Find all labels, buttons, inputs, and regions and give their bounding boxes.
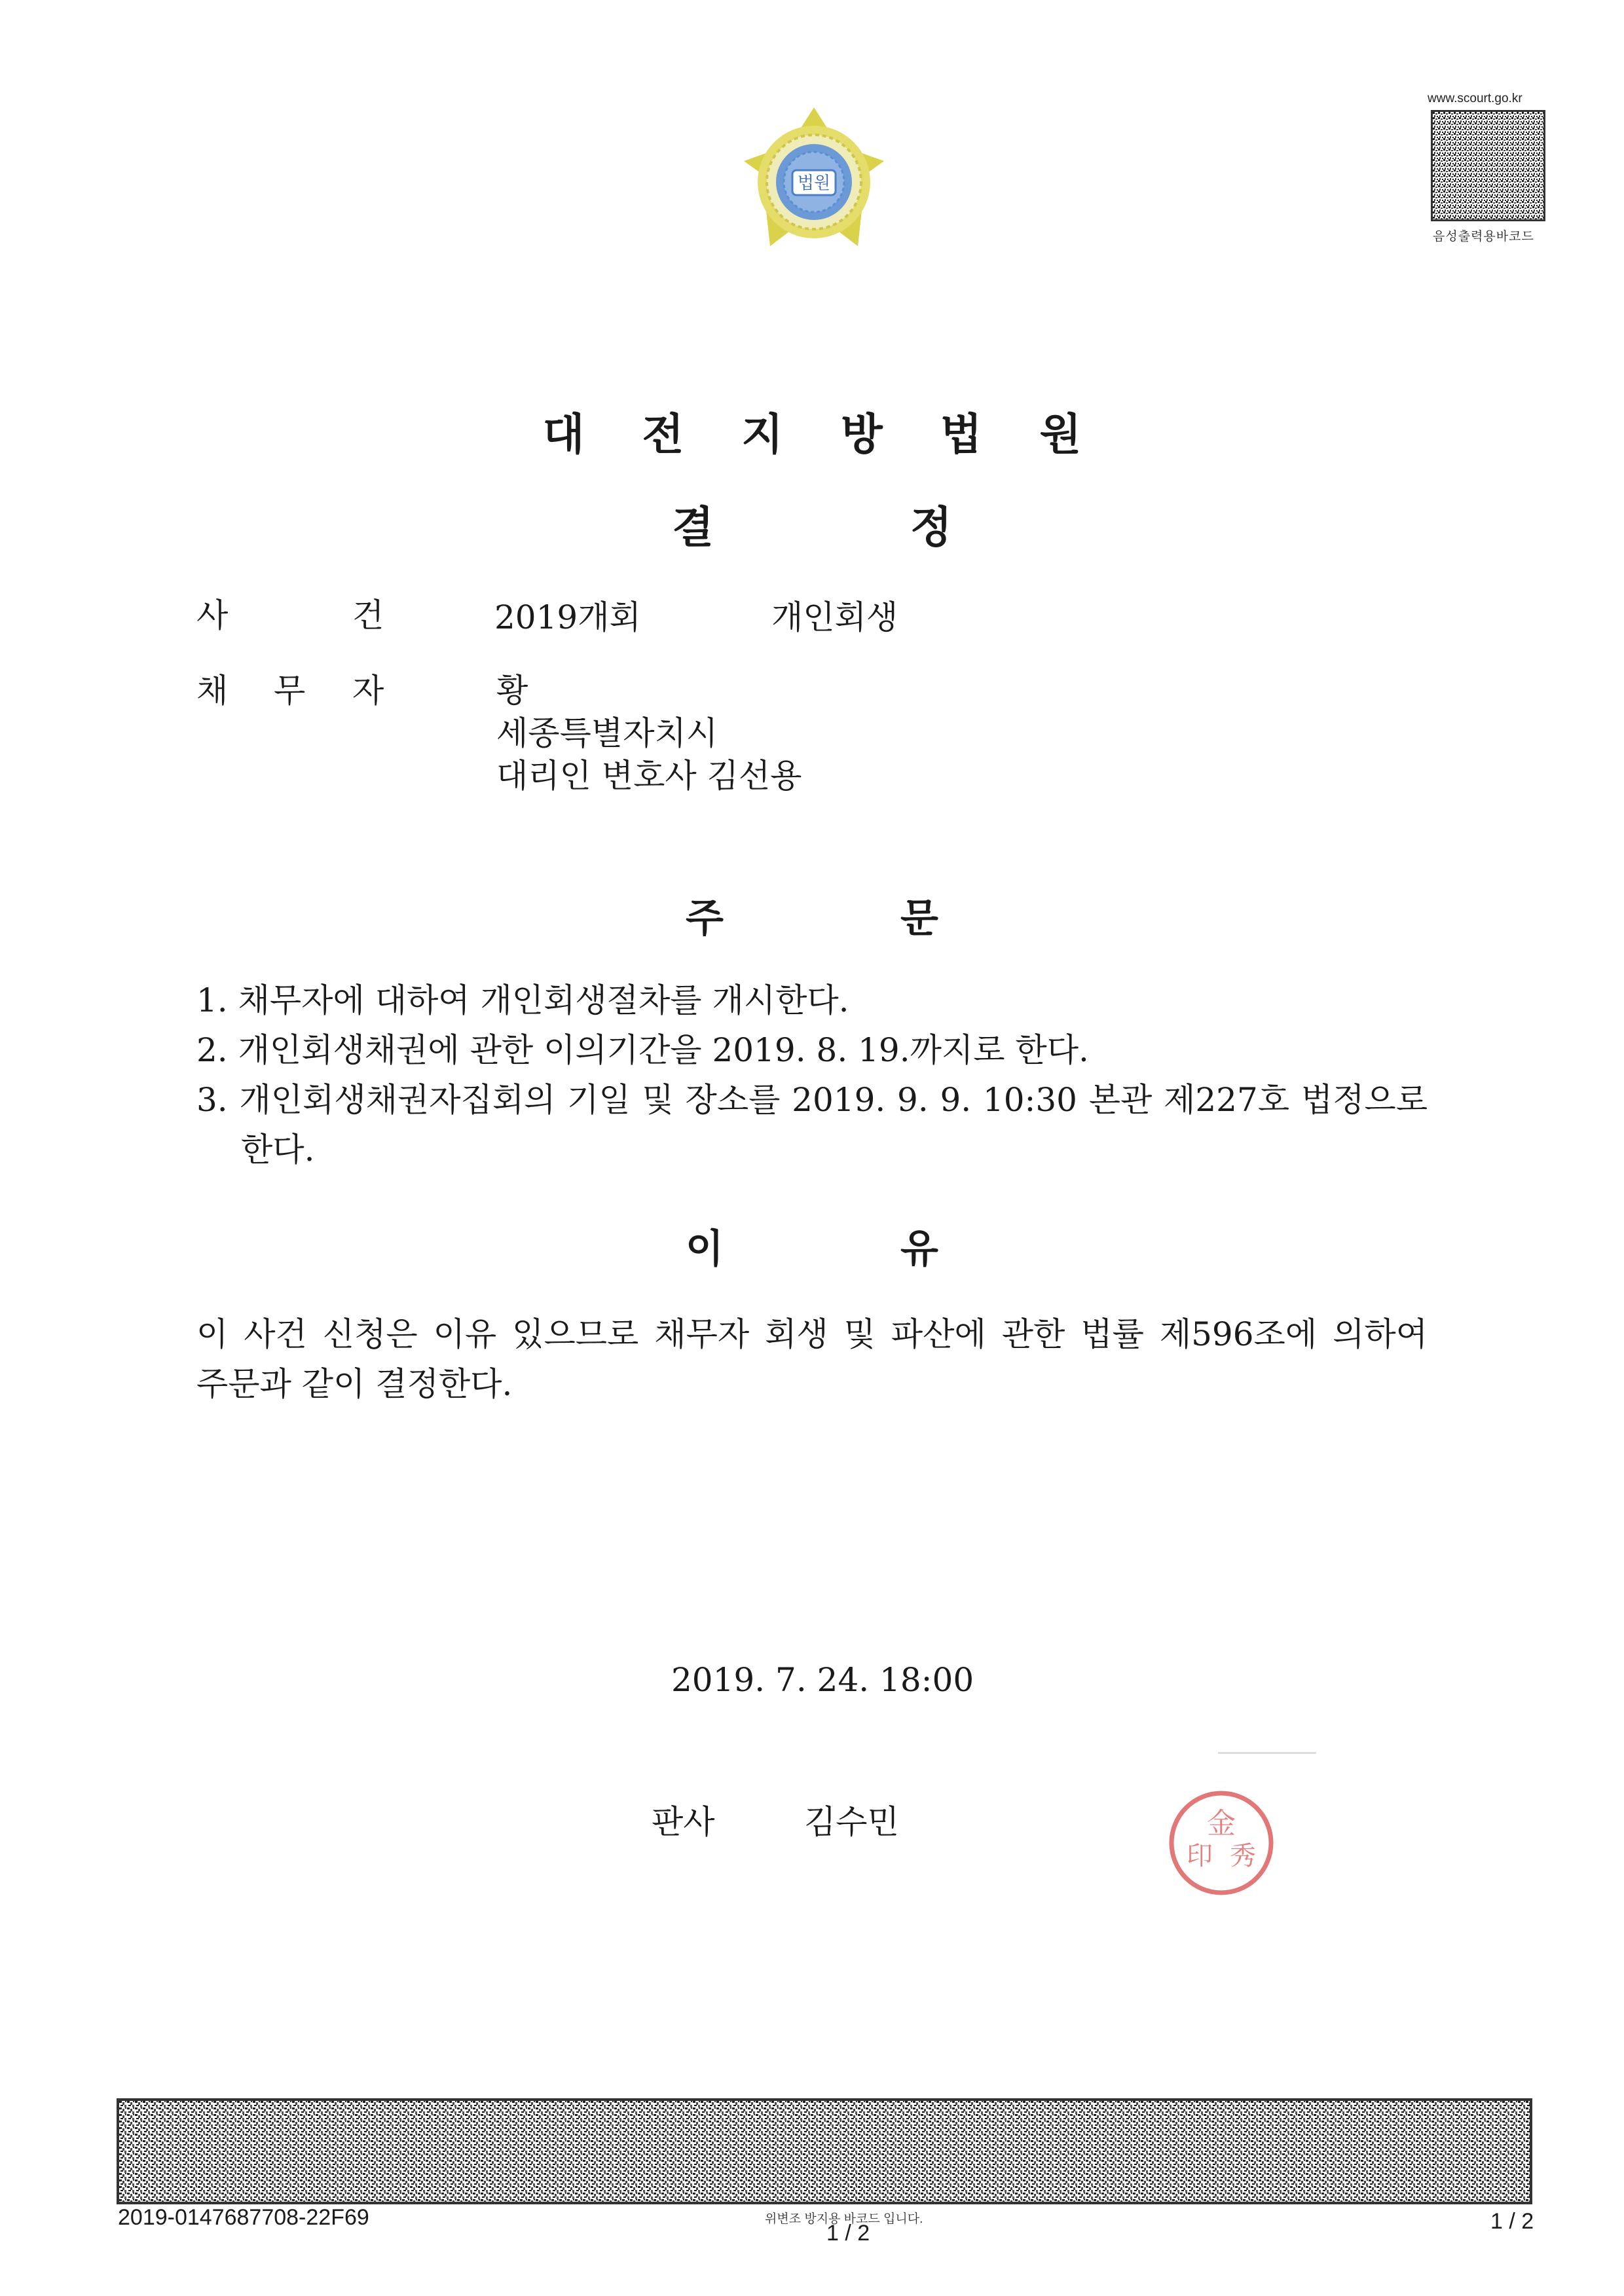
debtor-label-3: 자	[352, 672, 384, 710]
debtor-label-1: 채	[196, 672, 229, 710]
order-item-3-cont: 한다.	[241, 1131, 315, 1169]
document-id: 2019-0147687708-22F69	[118, 2205, 369, 2230]
judge-seal-icon	[1159, 1781, 1283, 1905]
order-heading-char: 주	[686, 896, 724, 941]
court-name-char: 방	[841, 409, 883, 460]
debtor-name: 황	[496, 672, 528, 710]
order-item-2: 2. 개인회생채권에 관한 이의기간을 2019. 8. 19.까지로 한다.	[196, 1031, 1089, 1069]
order-heading-char: 문	[900, 896, 938, 941]
debtor-address: 세종특별자치시	[496, 714, 718, 752]
judge-name: 김수민	[804, 1803, 899, 1841]
reason-line-2: 주문과 같이 결정한다.	[196, 1365, 513, 1403]
doc-title-char: 정	[910, 501, 952, 553]
case-type: 개인회생	[771, 598, 898, 636]
judge-title: 판사	[652, 1803, 715, 1841]
case-number: 2019개회	[494, 598, 641, 636]
case-label-2: 건	[352, 596, 384, 634]
court-name-char: 지	[741, 409, 783, 460]
order-item-1: 1. 채무자에 대하여 개인회생절차를 개시한다.	[196, 981, 849, 1019]
reason-line-1: 이 사건 신청은 이유 있으므로 채무자 회생 및 파산에 관한 법률 제596조에 의하여	[196, 1315, 1428, 1353]
reason-heading-char: 유	[900, 1226, 938, 1272]
court-name-char: 원	[1039, 409, 1082, 460]
svg-text:秀: 秀	[1230, 1841, 1256, 1871]
reason-heading	[0, 1218, 1624, 1274]
emblem-label: 법원	[797, 173, 831, 193]
barcode-note: 위변조 방지용 바코드 입니다.	[765, 2212, 923, 2226]
qr-url: www.scourt.go.kr	[1428, 92, 1522, 105]
doc-title-char: 결	[672, 501, 714, 553]
anti-forgery-barcode	[117, 2098, 1532, 2204]
debtor-label-2: 무	[274, 672, 306, 710]
page-number-right: 1 / 2	[1490, 2209, 1534, 2234]
debtor-agent: 대리인 변호사 김선용	[496, 757, 802, 795]
order-heading	[0, 887, 1624, 943]
order-item-3: 3. 개인회생채권자집회의 기일 및 장소를 2019. 9. 9. 10:30 본관 제227호 법정으로	[196, 1081, 1428, 1119]
case-label-1: 사	[196, 596, 229, 634]
document-title	[0, 492, 1624, 555]
court-emblem-icon	[739, 105, 889, 255]
page-number-center: 1 / 2	[826, 2221, 870, 2246]
svg-text:印: 印	[1187, 1841, 1213, 1871]
court-name-char: 대	[542, 409, 585, 460]
decision-date: 2019. 7. 24. 18:00	[671, 1661, 974, 1699]
voice-output-qr-code	[1431, 110, 1545, 221]
reason-heading-char: 이	[686, 1226, 724, 1272]
court-name-char: 전	[642, 409, 684, 460]
court-emblem	[739, 105, 889, 255]
qr-caption: 음성출력용바코드	[1433, 230, 1534, 244]
svg-text:金: 金	[1207, 1807, 1236, 1840]
court-name-char: 법	[940, 409, 982, 460]
seal-line	[1218, 1752, 1316, 1754]
judge-seal-stamp	[1159, 1781, 1283, 1905]
court-name	[0, 399, 1624, 462]
